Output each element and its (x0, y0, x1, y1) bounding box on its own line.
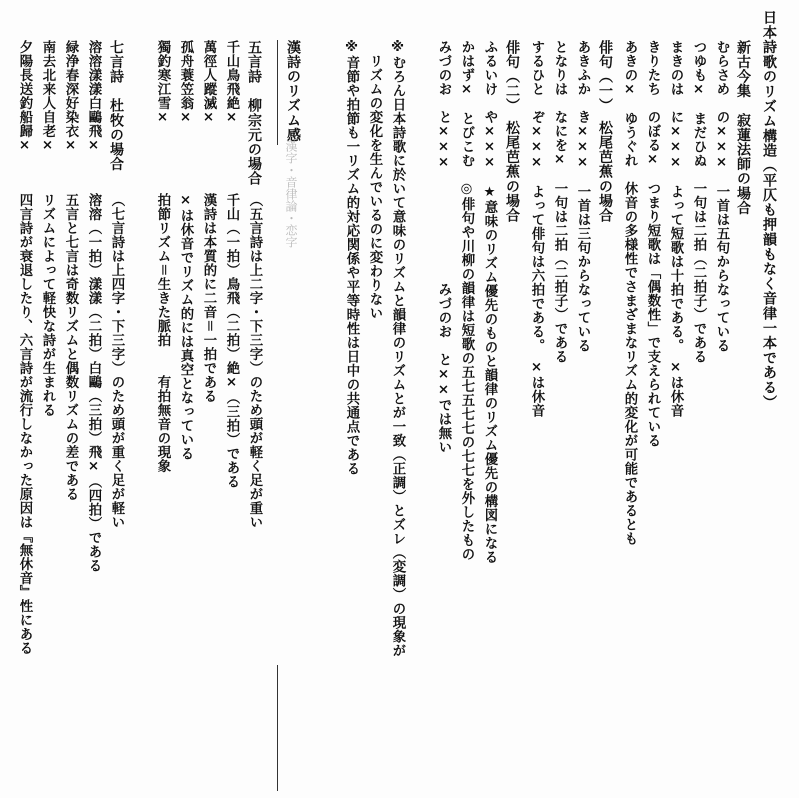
wuyan-note: （五言詩は上二字・下三字）のため頭が軽く足が重い (247, 193, 262, 529)
divider-line (277, 665, 278, 791)
wuyan-note: 千山（一拍）鳥飛（二拍）絶×（三拍）である (224, 193, 239, 489)
poem-line: 孤舟蓑笠翁× (178, 40, 193, 126)
haiku1-line: するひと ぞ××× よって俳句は六拍である。 ×は休音 (529, 40, 544, 418)
note-line: ※むろん日本詩歌に於いて意味のリズムと韻律のリズムとが一致（正調）とズレ（変調）の現象が (390, 40, 405, 658)
shinkokin-line: きりたち のぼる× つまり短歌は「偶数性」で支えられている (645, 40, 660, 448)
haiku1-heading: 俳句（一） 松尾芭蕉の場合 (597, 40, 613, 223)
poem-line: 南去北来人自老× (40, 40, 55, 154)
qiyan-note: （七言詩は上四字・下三字）のため頭が重く足が軽い (109, 193, 124, 529)
haiku2-line: みづのお と××× みづのお と××では無い (436, 40, 451, 454)
qiyan-note: 五言と七言は奇数リズムと偶数リズムの差である (63, 193, 78, 501)
qiyan-note: リズムによって軽快な詩が生まれる (40, 193, 55, 417)
kanshi-heading: 漢詩のリズム感 (285, 40, 301, 143)
poem-line: 千山鳥飛絶× (224, 40, 239, 126)
note-line: リズムの変化を生んでいるのに変わりない (367, 40, 382, 320)
wuyan-note: 漢詩は本質的に二音＝一拍である (201, 193, 216, 403)
heading-underline (277, 40, 278, 145)
qiyan-note: 四言詩が衰退したり、六言詩が流行しなかった原因は『無休音』性にある (17, 193, 32, 655)
wuyan-heading: 五言詩 柳宗元の場合 (246, 40, 262, 186)
shinkokin-line: むらさめ の××× 一首は五句からなっている (714, 40, 729, 353)
wuyan-note: ×は休音でリズム的には真空となっている (178, 193, 193, 461)
qiyan-note: 溶溶（一拍）漾漾（二拍）白鷗（三拍）飛×（四拍）である (86, 193, 101, 573)
haiku2-heading: 俳句（二） 松尾芭蕉の場合 (504, 40, 520, 223)
shinkokin-line: あきの× ゆうぐれ 休音の多様性でさまざまなリズム的変化が可能であるとも (622, 40, 637, 546)
poem-line: 夕陽長送釣船歸× (17, 40, 32, 154)
shinkokin-heading: 新古今集 寂蓮法師の場合 (735, 40, 751, 216)
poem-line: 緑浄春深好染衣× (63, 40, 78, 154)
wuyan-note: 拍節リズム＝生きた脈拍 有拍無音の現象 (155, 193, 170, 473)
poem-line: 獨釣寒江雪× (155, 40, 170, 126)
haiku1-line: あきふか き××× 一首は三句からなっている (575, 40, 590, 353)
haiku1-line: となりは なにを× 一句は二拍（二拍子）である (552, 40, 567, 364)
haiku2-line: かはず× とびこむ ◎俳句や川柳の韻律は短歌の五七五七七の七七を外したもの (459, 40, 474, 562)
faint-bleed-text: 漢字・音律論・恋字 (284, 140, 298, 248)
shinkokin-line: まきのは に××× よって短歌は十拍である。 ×は休音 (668, 40, 683, 418)
shinkokin-line: つゆも× まだひぬ 一句は二拍（二拍子）である (691, 40, 706, 364)
note-line: ※音節や拍節も一リズム的対応関係や平等時性は日中の共通点である (344, 40, 359, 476)
haiku2-line: ふるいけ や××× ★意味のリズム優先のものと韻律のリズム優先の構図になる (482, 40, 497, 565)
poem-line: 萬徑人蹤滅× (201, 40, 216, 126)
qiyan-heading: 七言詩 杜牧の場合 (108, 40, 124, 172)
document-title: 日本詩歌のリズム構造（平仄も押韻もなく音律一本である） (761, 10, 777, 410)
poem-line: 溶溶漾漾白鷗飛× (86, 40, 101, 154)
